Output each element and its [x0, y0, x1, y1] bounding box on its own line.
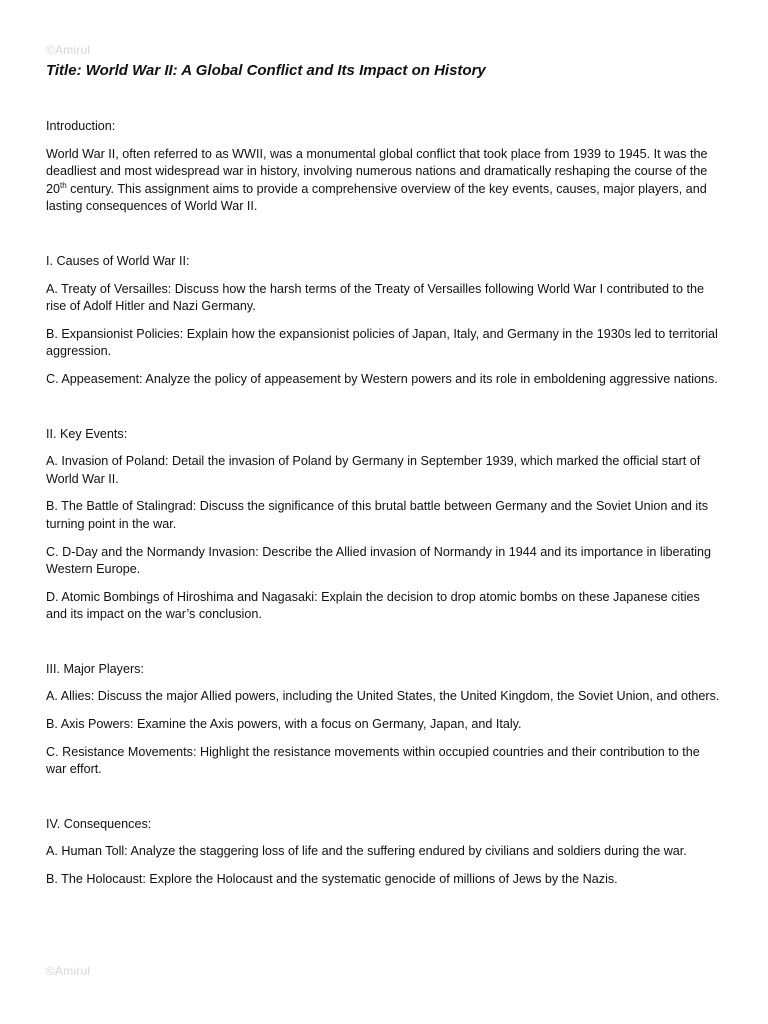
list-item: A. Treaty of Versailles: Discuss how the harsh terms of the Treaty of Versailles following World War I contributed to the rise of Adolf Hitler and Nazi Germany.	[46, 281, 704, 314]
watermark-bottom: ©Amirul	[46, 964, 91, 978]
list-item: B. The Holocaust: Explore the Holocaust and the systematic genocide of millions of Jews by the Nazis.	[46, 872, 618, 887]
list-item: A. Invasion of Poland: Detail the invasion of Poland by Germany in September 1939, which marked the official start of World War II.	[46, 454, 701, 486]
section-heading-major-players: III. Major Players:	[46, 661, 144, 676]
intro-superscript: th	[60, 180, 67, 190]
section-heading-key-events: II. Key Events:	[46, 426, 128, 441]
list-item: B. The Battle of Stalingrad: Discuss the significance of this brutal battle between Germany and the Soviet Union and its turning point in the war.	[46, 499, 709, 531]
list-item: B. Expansionist Policies: Explain how the expansionist policies of Japan, Italy, and Germany in the 1930s led to territorial aggression.	[46, 326, 718, 359]
introduction-heading: Introduction:	[46, 119, 116, 133]
section-heading-causes: I. Causes of World War II:	[46, 253, 190, 268]
watermark-top: ©Amirul	[46, 43, 91, 57]
list-item: A. Allies: Discuss the major Allied powers, including the United States, the United Kingdom, the Soviet Union, and others.	[46, 689, 720, 704]
list-item: C. D-Day and the Normandy Invasion: Describe the Allied invasion of Normandy in 1944 and its importance in liberating Western Europe.	[46, 544, 712, 577]
document-body	[46, 118, 722, 899]
section-heading-consequences: IV. Consequences:	[46, 816, 152, 831]
list-item: A. Human Toll: Analyze the staggering loss of life and the suffering endured by civilians and soldiers during the war.	[46, 844, 687, 859]
introduction-paragraph	[46, 146, 722, 216]
list-item: C. Resistance Movements: Highlight the resistance movements within occupied countries and their contribution to the war effort.	[46, 744, 700, 777]
list-item: C. Appeasement: Analyze the policy of appeasement by Western powers and its role in emboldening aggressive nations.	[46, 371, 718, 386]
list-item: B. Axis Powers: Examine the Axis powers, with a focus on Germany, Japan, and Italy.	[46, 717, 522, 732]
list-item: D. Atomic Bombings of Hiroshima and Nagasaki: Explain the decision to drop atomic bombs on these Japanese cities and its impact on the war’s conclusion.	[46, 589, 700, 622]
intro-text-part1: World War II, often referred to as WWII, was a monumental global conflict that took place from 1939 to 1945. It was the deadliest and most widespread war in history, involving numerous nations and dramatically reshaping the course of the 20	[46, 146, 708, 196]
document-title: Title: World War II: A Global Conflict and Its Impact on History	[46, 62, 486, 79]
intro-text-part2: century. This assignment aims to provide a comprehensive overview of the key events, causes, major players, and lasting consequences of World War II.	[46, 181, 707, 214]
